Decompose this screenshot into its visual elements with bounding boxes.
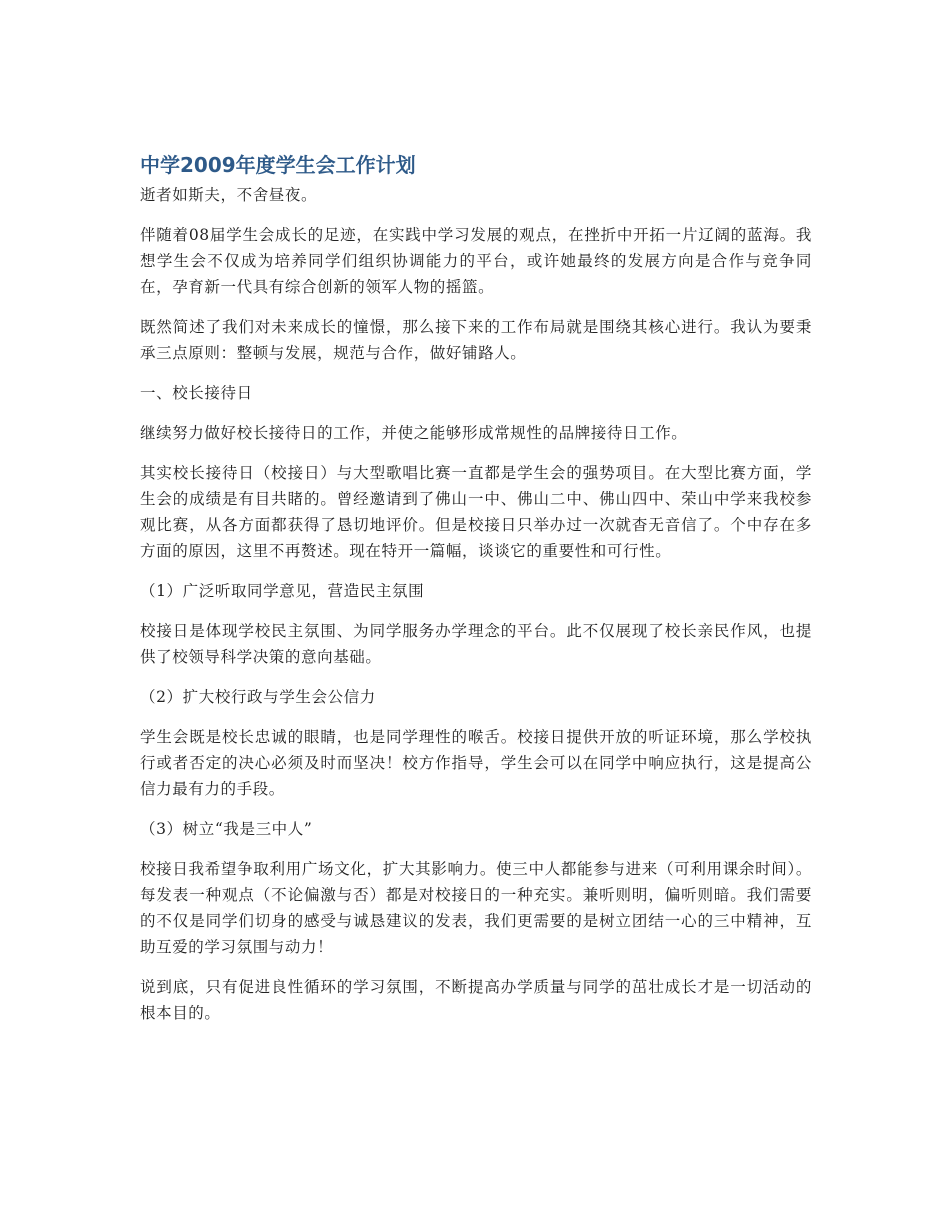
subheading-identity: （3）树立“我是三中人” bbox=[140, 820, 313, 838]
paragraph-continue-effort: 继续努力做好校长接待日的工作，并使之能够形成常规性的品牌接待日工作。 bbox=[140, 424, 688, 442]
paragraph-democratic-atmosphere: 校接日是体现学校民主氛围、为同学服务办学理念的平台。此不仅展现了校长亲民作风，也提供了校领导科学决策的意向基础。 bbox=[140, 622, 812, 666]
paragraph-intro: 伴随着08届学生会成长的足迹，在实践中学习发展的观点，在挫折中开拓一片辽阔的蓝海。我想学生会不仅成为培养同学们组织协调能力的平台，或许她最终的发展方向是合作与竞争同在，孕育新一代具有综合创新的领军人物的摇篮。 bbox=[140, 226, 812, 296]
document-page bbox=[140, 152, 812, 1040]
document-title: 中学2009年度学生会工作计划 bbox=[140, 153, 416, 177]
paragraph-opening: 逝者如斯夫，不舍昼夜。 bbox=[140, 186, 318, 204]
section-heading-principal-reception-day: 一、校长接待日 bbox=[140, 384, 253, 402]
paragraph-credibility: 学生会既是校长忠诚的眼睛，也是同学理性的喉舌。校接日提供开放的听证环境，那么学校执行或者否定的决心必须及时而坚决！校方作指导，学生会可以在同学中响应执行，这是提高公信力最有力的手段。 bbox=[140, 728, 812, 798]
paragraph-conclusion: 说到底，只有促进良性循环的学习氛围，不断提高办学质量与同学的茁壮成长才是一切活动的根本目的。 bbox=[140, 978, 812, 1022]
subheading-democratic-atmosphere: （1）广泛听取同学意见，营造民主氛围 bbox=[140, 582, 425, 600]
paragraph-identity: 校接日我希望争取利用广场文化，扩大其影响力。使三中人都能参与进来（可利用课余时间）。每发表一种观点（不论偏激与否）都是对校接日的一种充实。兼听则明，偏听则暗。我们需要的不仅是同学们切身的感受与诚恳建议的发表，我们更需要的是树立团结一心的三中精神，互助互爱的学习氛围与动力！ bbox=[140, 860, 812, 956]
paragraph-principles: 既然简述了我们对未来成长的憧憬，那么接下来的工作布局就是围绕其核心进行。我认为要秉承三点原则：整顿与发展，规范与合作，做好铺路人。 bbox=[140, 318, 812, 362]
paragraph-background: 其实校长接待日（校接日）与大型歌唱比赛一直都是学生会的强势项目。在大型比赛方面，学生会的成绩是有目共睹的。曾经邀请到了佛山一中、佛山二中、佛山四中、荣山中学来我校参观比赛，从各方面都获得了恳切地评价。但是校接日只举办过一次就杳无音信了。个中存在多方面的原因，这里不再赘述。现在特开一篇幅，谈谈它的重要性和可行性。 bbox=[140, 464, 812, 560]
subheading-credibility: （2）扩大校行政与学生会公信力 bbox=[140, 688, 376, 706]
